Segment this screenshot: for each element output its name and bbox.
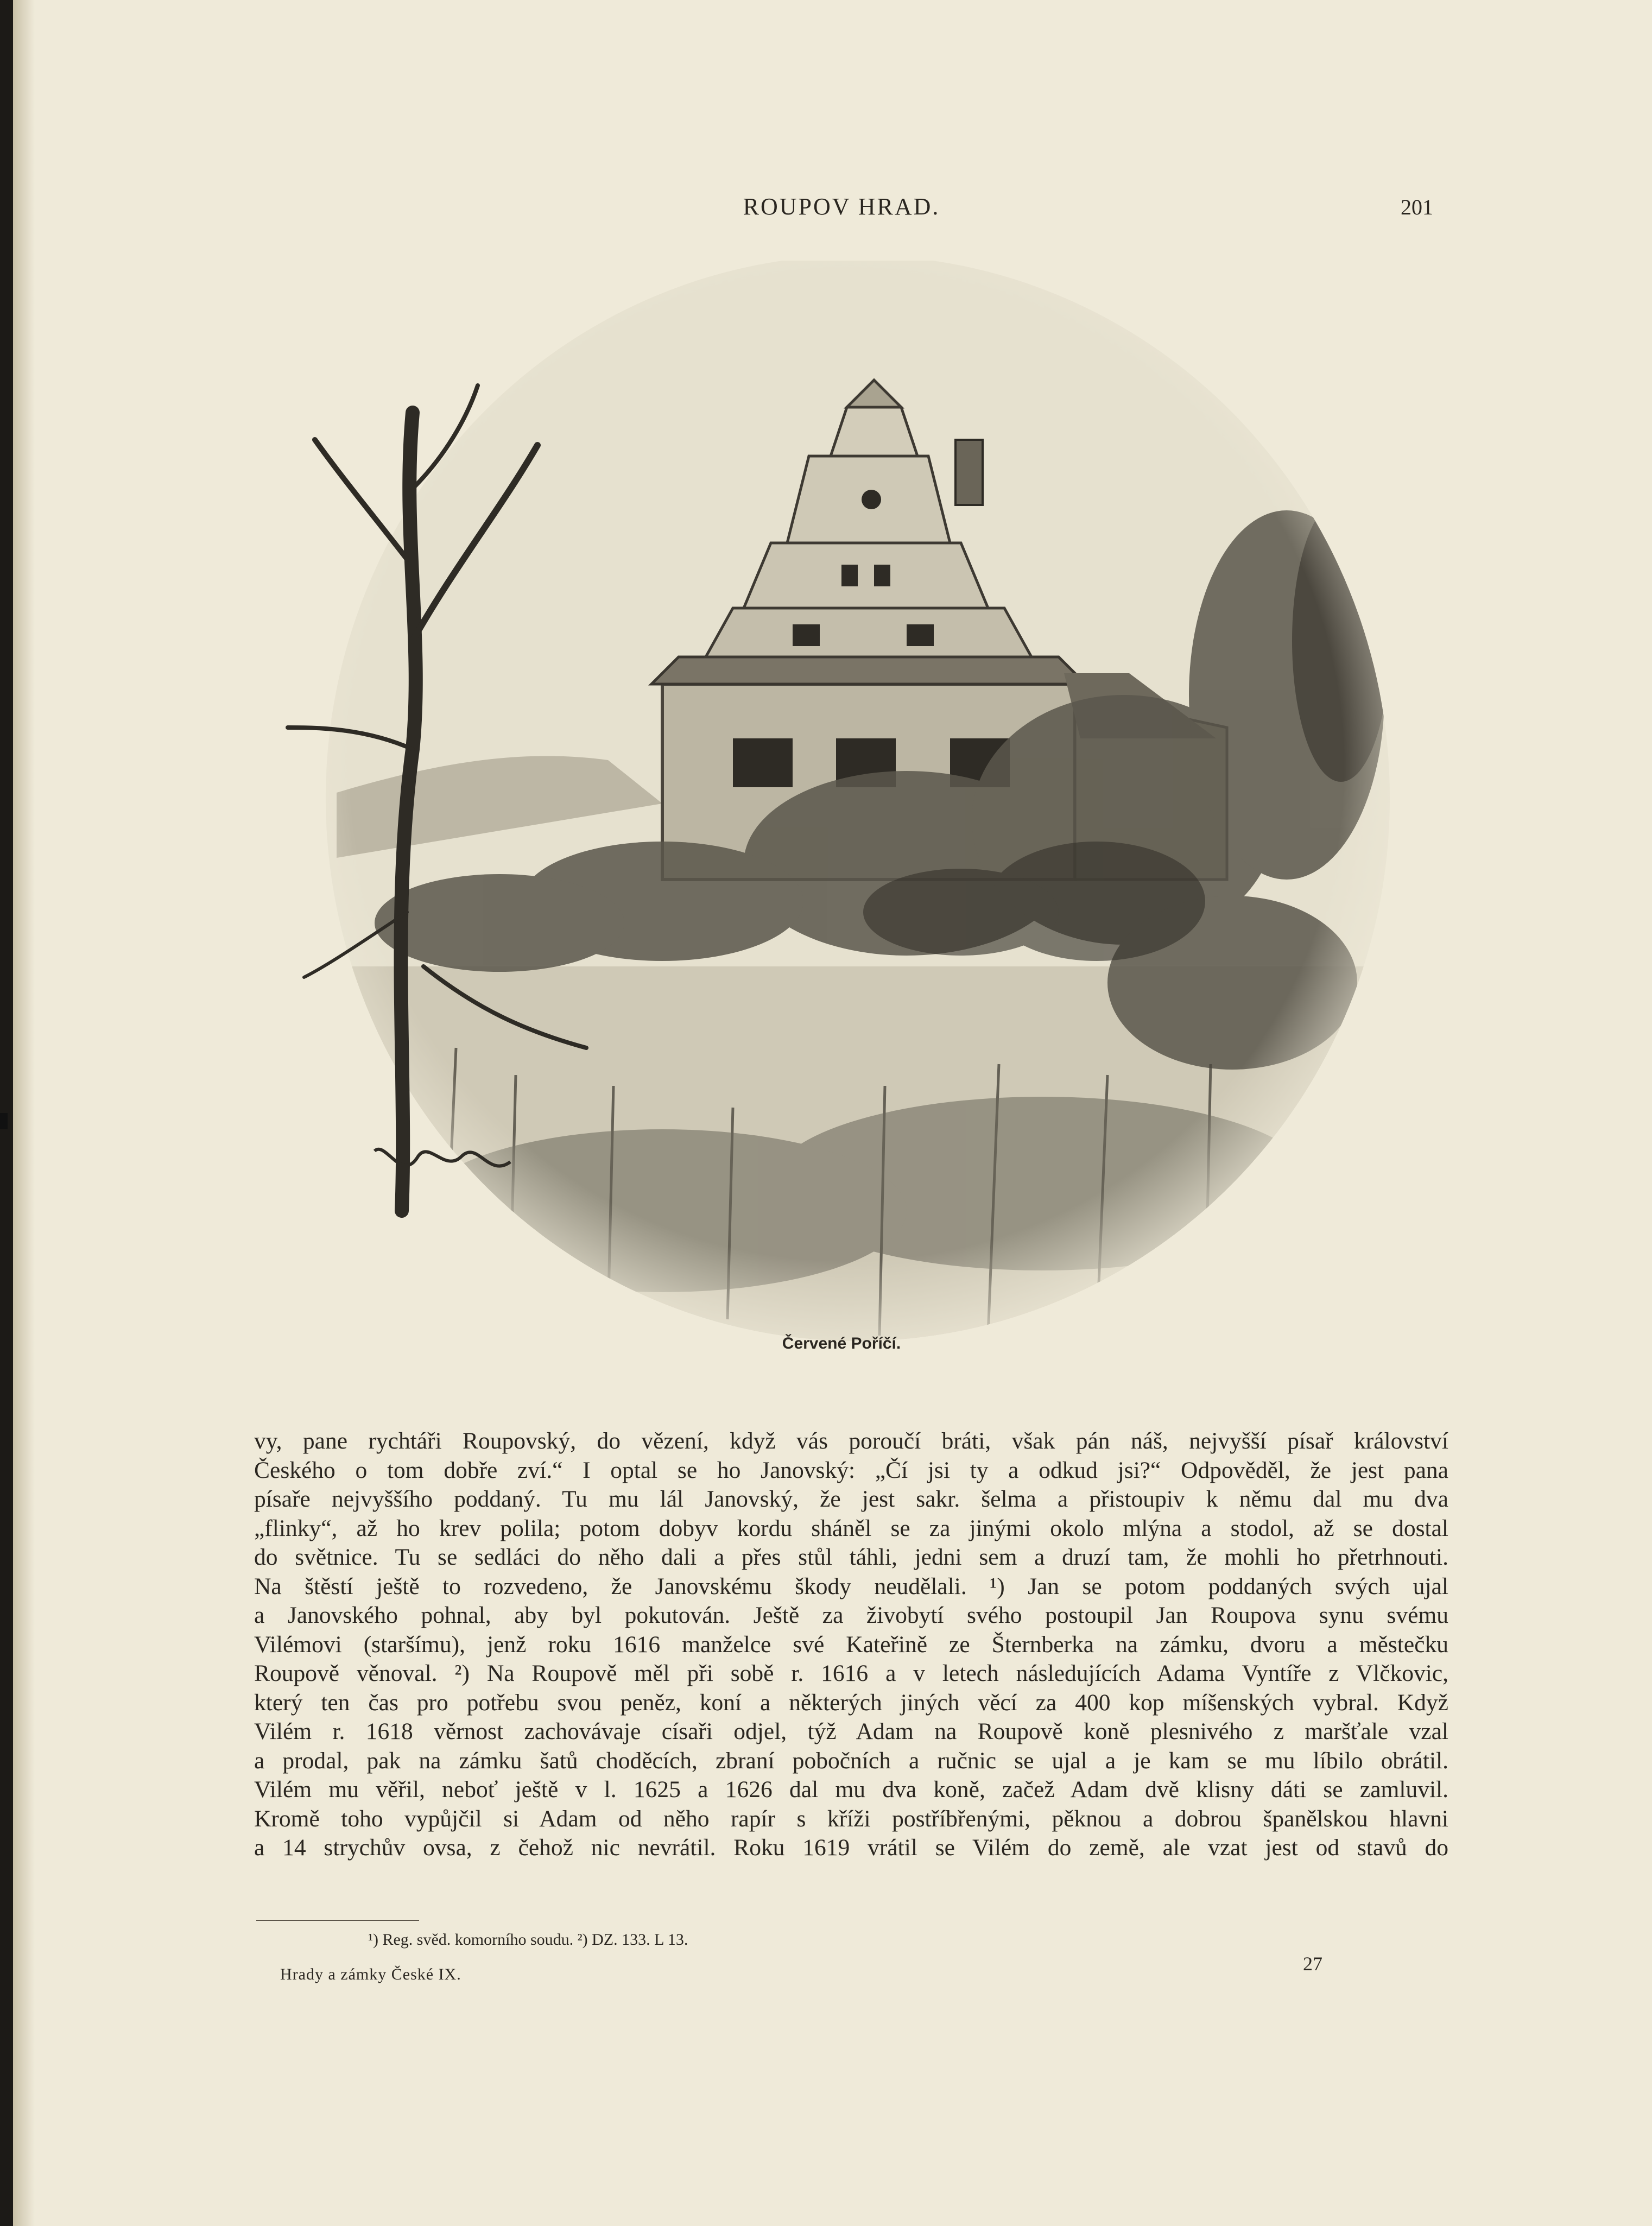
signature-number: 27 [1303, 1953, 1322, 1975]
text-line: a 14 strychův ovsa, z čehož nic nevrátil. Roku 1619 vrátil se Vilém do země, ale vzat jest od stavů do [254, 1835, 1448, 1861]
text-line: Českého o tom dobře zví.“ I optal se ho Janovský: „Čí jsi ty a odkud jsi?“ Odpověděl, že jest pana [254, 1457, 1448, 1483]
footnote-divider [256, 1920, 419, 1921]
page-gutter-shadow [13, 0, 35, 2226]
text-line: Vilémovi (staršímu), jenž roku 1616 manželce své Kateřině ze Šternberka na zámku, dvoru a městečku [254, 1631, 1448, 1658]
text-line: Vilém mu věřil, neboť ještě v l. 1625 a 1626 dal mu dva koně, začež Adam dvě klisny dáti se zamluvil. [254, 1776, 1448, 1803]
text-line: a prodal, pak na zámku šatů choděcích, zbraní pobočních a ručnic se ujal a je kam se mu líbilo obrátil. [254, 1747, 1448, 1774]
text-line: písaře nejvyššího poddaný. Tu mu lál Janovský, že jest sakr. šelma a přistoupiv k němu dal mu dva [254, 1486, 1448, 1512]
text-line: vy, pane rychtáři Roupovský, do vězení, když vás poroučí bráti, však pán náš, nejvyšší písař království [254, 1428, 1448, 1454]
margin-mark [0, 1113, 8, 1129]
footnotes: ¹) Reg. svěd. komorního soudu. ²) DZ. 133. L 13. [368, 1931, 688, 1949]
page-number: 201 [1401, 195, 1433, 219]
castle-illustration [282, 261, 1412, 1384]
illustration-caption: Červené Poříčí. [782, 1335, 901, 1352]
running-title: ROUPOV HRAD. [743, 193, 940, 220]
body-text [254, 1427, 1448, 1863]
text-line: do světnice. Tu se sedláci do něho dali a přes stůl táhli, jedni sem a druzí tam, že mohli ho přetrhnouti. [254, 1544, 1448, 1570]
text-line: který ten čas pro potřebu svou peněz, koní a některých jiných věcí za 400 kop míšenských vybral. Když [254, 1689, 1448, 1716]
text-line: „flinky“, až ho krev polila; potom dobyv kordu sháněl se za jinými okolo mlýna a stodol, až se dostal [254, 1515, 1448, 1541]
footer-source: Hrady a zámky České IX. [280, 1965, 461, 1983]
text-line: a Janovského pohnal, aby byl pokutován. Ještě za živobytí svého postoupil Jan Roupova synu svému [254, 1602, 1448, 1628]
text-line: Vilém r. 1618 věrnost zachovávaje císaři odjel, týž Adam na Roupově koně plesnivého z maršťale vzal [254, 1718, 1448, 1744]
text-line: Kromě toho vypůjčil si Adam od něho rapír s kříži postříbřenými, pěknou a dobrou španělskou hlavni [254, 1805, 1448, 1832]
text-line: Na štěstí ještě to rozvedeno, že Janovskému škody neudělali. ¹) Jan se potom poddaných svých ujal [254, 1573, 1448, 1599]
text-line: Roupově věnoval. ²) Na Roupově měl při sobě r. 1616 a v letech následujících Adama Vyntíře z Vlčkovic, [254, 1660, 1448, 1686]
